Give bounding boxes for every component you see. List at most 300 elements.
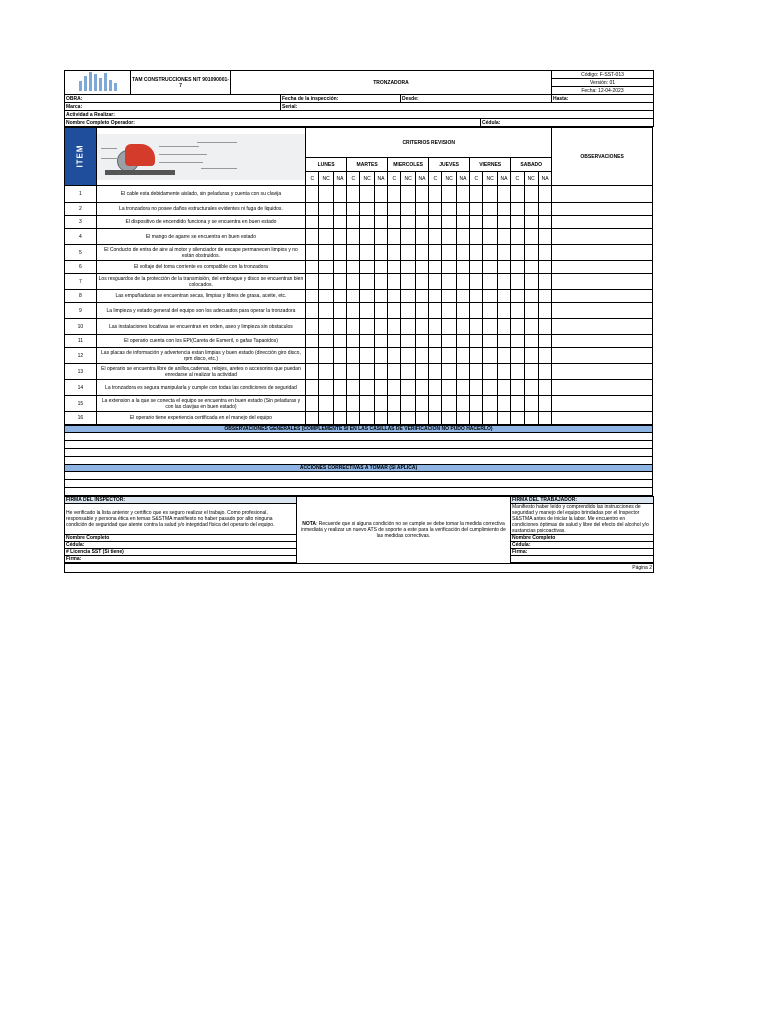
- check-cell-c[interactable]: [470, 274, 483, 290]
- check-cell-c[interactable]: [347, 290, 360, 303]
- check-cell-na[interactable]: [538, 319, 551, 335]
- check-cell-nc[interactable]: [401, 319, 415, 335]
- check-cell-c[interactable]: [429, 364, 442, 380]
- check-cell-na[interactable]: [456, 364, 469, 380]
- check-cell-nc[interactable]: [319, 229, 333, 245]
- check-cell-na[interactable]: [538, 380, 551, 396]
- serial-field[interactable]: Serial:: [281, 103, 654, 111]
- check-cell-na[interactable]: [374, 303, 387, 319]
- check-cell-na[interactable]: [374, 245, 387, 261]
- check-cell-na[interactable]: [333, 203, 346, 216]
- check-cell-na[interactable]: [497, 319, 510, 335]
- check-cell-nc[interactable]: [483, 290, 497, 303]
- check-cell-c[interactable]: [306, 290, 319, 303]
- check-cell-na[interactable]: [538, 274, 551, 290]
- check-cell-na[interactable]: [415, 348, 428, 364]
- check-cell-na[interactable]: [415, 245, 428, 261]
- check-cell-c[interactable]: [347, 186, 360, 203]
- check-cell-na[interactable]: [415, 396, 428, 412]
- corrective-actions-line[interactable]: [65, 488, 653, 496]
- check-cell-na[interactable]: [497, 186, 510, 203]
- check-cell-c[interactable]: [388, 396, 401, 412]
- check-cell-na[interactable]: [456, 216, 469, 229]
- check-cell-c[interactable]: [429, 203, 442, 216]
- item-observation-cell[interactable]: [552, 319, 653, 335]
- item-observation-cell[interactable]: [552, 203, 653, 216]
- check-cell-na[interactable]: [497, 412, 510, 425]
- check-cell-na[interactable]: [374, 396, 387, 412]
- general-observations-line[interactable]: [65, 449, 653, 457]
- check-cell-nc[interactable]: [319, 245, 333, 261]
- check-cell-na[interactable]: [333, 396, 346, 412]
- activity-field[interactable]: Actividad a Realizar:: [65, 111, 654, 119]
- check-cell-nc[interactable]: [483, 348, 497, 364]
- from-date-field[interactable]: Desde:: [401, 95, 552, 103]
- item-observation-cell[interactable]: [552, 380, 653, 396]
- check-cell-nc[interactable]: [401, 335, 415, 348]
- inspector-name-field[interactable]: Nombre Completo: [65, 535, 297, 542]
- check-cell-c[interactable]: [388, 364, 401, 380]
- check-cell-nc[interactable]: [483, 245, 497, 261]
- check-cell-na[interactable]: [333, 319, 346, 335]
- check-cell-na[interactable]: [333, 245, 346, 261]
- check-cell-c[interactable]: [306, 261, 319, 274]
- check-cell-na[interactable]: [374, 186, 387, 203]
- check-cell-na[interactable]: [538, 290, 551, 303]
- check-cell-nc[interactable]: [401, 290, 415, 303]
- check-cell-c[interactable]: [347, 335, 360, 348]
- check-cell-na[interactable]: [497, 348, 510, 364]
- check-cell-na[interactable]: [497, 364, 510, 380]
- inspector-license-field[interactable]: # Licencia SST (Si tiene): [65, 549, 297, 556]
- check-cell-nc[interactable]: [360, 303, 374, 319]
- check-cell-nc[interactable]: [524, 380, 538, 396]
- check-cell-c[interactable]: [347, 348, 360, 364]
- check-cell-c[interactable]: [470, 203, 483, 216]
- check-cell-nc[interactable]: [319, 216, 333, 229]
- check-cell-na[interactable]: [538, 229, 551, 245]
- check-cell-nc[interactable]: [442, 216, 456, 229]
- item-observation-cell[interactable]: [552, 186, 653, 203]
- item-observation-cell[interactable]: [552, 274, 653, 290]
- check-cell-na[interactable]: [415, 229, 428, 245]
- check-cell-nc[interactable]: [319, 290, 333, 303]
- check-cell-nc[interactable]: [483, 335, 497, 348]
- check-cell-nc[interactable]: [524, 229, 538, 245]
- check-cell-na[interactable]: [456, 335, 469, 348]
- check-cell-nc[interactable]: [319, 380, 333, 396]
- check-cell-na[interactable]: [456, 229, 469, 245]
- check-cell-c[interactable]: [429, 303, 442, 319]
- check-cell-na[interactable]: [333, 229, 346, 245]
- check-cell-c[interactable]: [429, 412, 442, 425]
- check-cell-nc[interactable]: [483, 364, 497, 380]
- check-cell-nc[interactable]: [483, 319, 497, 335]
- check-cell-na[interactable]: [374, 335, 387, 348]
- item-observation-cell[interactable]: [552, 229, 653, 245]
- worker-name-field[interactable]: Nombre Completo: [511, 535, 654, 542]
- check-cell-c[interactable]: [429, 245, 442, 261]
- check-cell-nc[interactable]: [524, 303, 538, 319]
- operator-id-field[interactable]: Cédula:: [481, 119, 654, 127]
- check-cell-nc[interactable]: [524, 245, 538, 261]
- check-cell-c[interactable]: [511, 303, 524, 319]
- check-cell-na[interactable]: [456, 303, 469, 319]
- check-cell-c[interactable]: [429, 396, 442, 412]
- check-cell-nc[interactable]: [524, 396, 538, 412]
- check-cell-c[interactable]: [470, 229, 483, 245]
- check-cell-nc[interactable]: [319, 348, 333, 364]
- check-cell-c[interactable]: [306, 203, 319, 216]
- check-cell-na[interactable]: [374, 261, 387, 274]
- check-cell-na[interactable]: [333, 186, 346, 203]
- check-cell-na[interactable]: [497, 274, 510, 290]
- check-cell-na[interactable]: [415, 380, 428, 396]
- check-cell-na[interactable]: [538, 364, 551, 380]
- check-cell-na[interactable]: [415, 290, 428, 303]
- check-cell-nc[interactable]: [442, 261, 456, 274]
- check-cell-c[interactable]: [470, 364, 483, 380]
- item-observation-cell[interactable]: [552, 364, 653, 380]
- check-cell-na[interactable]: [374, 203, 387, 216]
- general-observations-line[interactable]: [65, 441, 653, 449]
- check-cell-c[interactable]: [429, 229, 442, 245]
- check-cell-na[interactable]: [415, 261, 428, 274]
- corrective-actions-line[interactable]: [65, 480, 653, 488]
- check-cell-na[interactable]: [333, 380, 346, 396]
- check-cell-c[interactable]: [388, 216, 401, 229]
- check-cell-nc[interactable]: [524, 335, 538, 348]
- check-cell-na[interactable]: [333, 335, 346, 348]
- check-cell-na[interactable]: [333, 364, 346, 380]
- check-cell-c[interactable]: [347, 364, 360, 380]
- check-cell-na[interactable]: [538, 348, 551, 364]
- check-cell-nc[interactable]: [401, 380, 415, 396]
- check-cell-na[interactable]: [333, 290, 346, 303]
- check-cell-na[interactable]: [415, 364, 428, 380]
- check-cell-c[interactable]: [388, 229, 401, 245]
- check-cell-na[interactable]: [374, 364, 387, 380]
- check-cell-na[interactable]: [456, 186, 469, 203]
- inspector-id-field[interactable]: Cédula:: [65, 542, 297, 549]
- check-cell-nc[interactable]: [360, 335, 374, 348]
- check-cell-c[interactable]: [470, 348, 483, 364]
- check-cell-c[interactable]: [511, 364, 524, 380]
- check-cell-c[interactable]: [306, 396, 319, 412]
- inspection-date-field[interactable]: Fecha de la inspección:: [281, 95, 401, 103]
- check-cell-c[interactable]: [347, 216, 360, 229]
- check-cell-na[interactable]: [333, 274, 346, 290]
- operator-name-field[interactable]: Nombre Completo Operador:: [65, 119, 481, 127]
- check-cell-na[interactable]: [456, 319, 469, 335]
- check-cell-nc[interactable]: [319, 396, 333, 412]
- check-cell-nc[interactable]: [401, 186, 415, 203]
- check-cell-nc[interactable]: [483, 412, 497, 425]
- check-cell-nc[interactable]: [319, 364, 333, 380]
- general-observations-line[interactable]: [65, 433, 653, 441]
- check-cell-c[interactable]: [429, 261, 442, 274]
- check-cell-c[interactable]: [511, 335, 524, 348]
- check-cell-nc[interactable]: [442, 245, 456, 261]
- inspector-signature-field[interactable]: Firma:: [65, 556, 297, 563]
- check-cell-nc[interactable]: [442, 396, 456, 412]
- check-cell-c[interactable]: [470, 319, 483, 335]
- check-cell-nc[interactable]: [442, 412, 456, 425]
- check-cell-c[interactable]: [388, 335, 401, 348]
- check-cell-nc[interactable]: [401, 274, 415, 290]
- check-cell-c[interactable]: [306, 245, 319, 261]
- to-date-field[interactable]: Hasta:: [552, 95, 654, 103]
- check-cell-c[interactable]: [388, 290, 401, 303]
- check-cell-na[interactable]: [538, 216, 551, 229]
- item-observation-cell[interactable]: [552, 348, 653, 364]
- check-cell-nc[interactable]: [524, 203, 538, 216]
- check-cell-na[interactable]: [374, 412, 387, 425]
- check-cell-na[interactable]: [456, 412, 469, 425]
- check-cell-nc[interactable]: [401, 203, 415, 216]
- check-cell-c[interactable]: [306, 229, 319, 245]
- check-cell-c[interactable]: [470, 412, 483, 425]
- check-cell-c[interactable]: [470, 335, 483, 348]
- check-cell-nc[interactable]: [483, 380, 497, 396]
- check-cell-nc[interactable]: [483, 216, 497, 229]
- check-cell-na[interactable]: [456, 203, 469, 216]
- check-cell-na[interactable]: [497, 303, 510, 319]
- check-cell-c[interactable]: [470, 261, 483, 274]
- check-cell-nc[interactable]: [360, 380, 374, 396]
- check-cell-nc[interactable]: [442, 319, 456, 335]
- check-cell-c[interactable]: [429, 290, 442, 303]
- check-cell-nc[interactable]: [360, 412, 374, 425]
- check-cell-nc[interactable]: [442, 186, 456, 203]
- check-cell-nc[interactable]: [360, 261, 374, 274]
- check-cell-c[interactable]: [429, 335, 442, 348]
- check-cell-c[interactable]: [388, 274, 401, 290]
- check-cell-c[interactable]: [511, 216, 524, 229]
- check-cell-nc[interactable]: [401, 245, 415, 261]
- general-observations-line[interactable]: [65, 457, 653, 465]
- check-cell-na[interactable]: [538, 303, 551, 319]
- check-cell-c[interactable]: [470, 216, 483, 229]
- check-cell-na[interactable]: [497, 245, 510, 261]
- check-cell-na[interactable]: [456, 348, 469, 364]
- item-observation-cell[interactable]: [552, 303, 653, 319]
- check-cell-na[interactable]: [538, 186, 551, 203]
- check-cell-c[interactable]: [347, 303, 360, 319]
- brand-field[interactable]: Marca:: [65, 103, 281, 111]
- check-cell-c[interactable]: [511, 412, 524, 425]
- check-cell-na[interactable]: [497, 290, 510, 303]
- check-cell-nc[interactable]: [360, 186, 374, 203]
- check-cell-nc[interactable]: [360, 245, 374, 261]
- check-cell-na[interactable]: [333, 412, 346, 425]
- check-cell-c[interactable]: [347, 245, 360, 261]
- check-cell-c[interactable]: [429, 216, 442, 229]
- check-cell-na[interactable]: [538, 203, 551, 216]
- item-observation-cell[interactable]: [552, 216, 653, 229]
- check-cell-nc[interactable]: [442, 380, 456, 396]
- check-cell-nc[interactable]: [401, 348, 415, 364]
- check-cell-na[interactable]: [456, 274, 469, 290]
- check-cell-na[interactable]: [374, 319, 387, 335]
- check-cell-c[interactable]: [429, 348, 442, 364]
- check-cell-nc[interactable]: [442, 290, 456, 303]
- check-cell-c[interactable]: [470, 290, 483, 303]
- check-cell-nc[interactable]: [360, 203, 374, 216]
- check-cell-c[interactable]: [511, 245, 524, 261]
- check-cell-c[interactable]: [511, 186, 524, 203]
- check-cell-na[interactable]: [456, 290, 469, 303]
- check-cell-nc[interactable]: [319, 203, 333, 216]
- check-cell-nc[interactable]: [319, 412, 333, 425]
- check-cell-c[interactable]: [429, 380, 442, 396]
- check-cell-nc[interactable]: [401, 303, 415, 319]
- check-cell-nc[interactable]: [401, 261, 415, 274]
- check-cell-na[interactable]: [456, 245, 469, 261]
- check-cell-nc[interactable]: [319, 303, 333, 319]
- check-cell-c[interactable]: [306, 216, 319, 229]
- check-cell-c[interactable]: [347, 274, 360, 290]
- worker-signature-field[interactable]: Firma:: [511, 549, 654, 556]
- check-cell-nc[interactable]: [524, 186, 538, 203]
- check-cell-nc[interactable]: [360, 348, 374, 364]
- check-cell-na[interactable]: [456, 261, 469, 274]
- check-cell-nc[interactable]: [483, 203, 497, 216]
- check-cell-c[interactable]: [306, 303, 319, 319]
- check-cell-nc[interactable]: [401, 216, 415, 229]
- check-cell-nc[interactable]: [524, 364, 538, 380]
- check-cell-nc[interactable]: [442, 303, 456, 319]
- item-observation-cell[interactable]: [552, 396, 653, 412]
- check-cell-na[interactable]: [497, 203, 510, 216]
- check-cell-nc[interactable]: [524, 216, 538, 229]
- check-cell-c[interactable]: [470, 186, 483, 203]
- check-cell-nc[interactable]: [524, 261, 538, 274]
- check-cell-na[interactable]: [497, 216, 510, 229]
- check-cell-nc[interactable]: [360, 319, 374, 335]
- check-cell-c[interactable]: [306, 364, 319, 380]
- check-cell-c[interactable]: [388, 186, 401, 203]
- check-cell-na[interactable]: [538, 396, 551, 412]
- check-cell-c[interactable]: [306, 348, 319, 364]
- check-cell-na[interactable]: [333, 216, 346, 229]
- check-cell-nc[interactable]: [401, 396, 415, 412]
- check-cell-nc[interactable]: [524, 290, 538, 303]
- check-cell-c[interactable]: [347, 229, 360, 245]
- check-cell-na[interactable]: [374, 380, 387, 396]
- check-cell-nc[interactable]: [442, 364, 456, 380]
- check-cell-nc[interactable]: [442, 203, 456, 216]
- check-cell-nc[interactable]: [319, 319, 333, 335]
- item-observation-cell[interactable]: [552, 261, 653, 274]
- check-cell-nc[interactable]: [483, 274, 497, 290]
- check-cell-na[interactable]: [538, 245, 551, 261]
- check-cell-na[interactable]: [415, 335, 428, 348]
- worker-id-field[interactable]: Cédula:: [511, 542, 654, 549]
- check-cell-c[interactable]: [347, 261, 360, 274]
- check-cell-nc[interactable]: [483, 396, 497, 412]
- check-cell-nc[interactable]: [442, 229, 456, 245]
- check-cell-nc[interactable]: [483, 229, 497, 245]
- check-cell-c[interactable]: [470, 380, 483, 396]
- check-cell-nc[interactable]: [442, 274, 456, 290]
- check-cell-nc[interactable]: [442, 348, 456, 364]
- check-cell-nc[interactable]: [319, 335, 333, 348]
- check-cell-na[interactable]: [456, 380, 469, 396]
- check-cell-na[interactable]: [415, 216, 428, 229]
- check-cell-c[interactable]: [429, 274, 442, 290]
- check-cell-nc[interactable]: [401, 412, 415, 425]
- check-cell-na[interactable]: [415, 274, 428, 290]
- check-cell-nc[interactable]: [442, 335, 456, 348]
- check-cell-na[interactable]: [415, 319, 428, 335]
- check-cell-na[interactable]: [497, 229, 510, 245]
- check-cell-na[interactable]: [333, 261, 346, 274]
- check-cell-c[interactable]: [388, 245, 401, 261]
- check-cell-na[interactable]: [497, 261, 510, 274]
- check-cell-c[interactable]: [388, 380, 401, 396]
- check-cell-c[interactable]: [429, 319, 442, 335]
- check-cell-na[interactable]: [415, 303, 428, 319]
- check-cell-c[interactable]: [511, 229, 524, 245]
- check-cell-c[interactable]: [347, 380, 360, 396]
- check-cell-nc[interactable]: [360, 396, 374, 412]
- check-cell-na[interactable]: [415, 203, 428, 216]
- check-cell-na[interactable]: [538, 412, 551, 425]
- check-cell-nc[interactable]: [401, 229, 415, 245]
- check-cell-c[interactable]: [511, 348, 524, 364]
- check-cell-c[interactable]: [388, 412, 401, 425]
- check-cell-c[interactable]: [511, 396, 524, 412]
- check-cell-nc[interactable]: [524, 412, 538, 425]
- corrective-actions-line[interactable]: [65, 472, 653, 480]
- check-cell-c[interactable]: [388, 348, 401, 364]
- check-cell-c[interactable]: [470, 396, 483, 412]
- check-cell-na[interactable]: [538, 261, 551, 274]
- check-cell-na[interactable]: [374, 229, 387, 245]
- check-cell-c[interactable]: [511, 380, 524, 396]
- obra-field[interactable]: OBRA:: [65, 95, 281, 103]
- check-cell-na[interactable]: [374, 348, 387, 364]
- check-cell-na[interactable]: [497, 335, 510, 348]
- check-cell-nc[interactable]: [401, 364, 415, 380]
- check-cell-na[interactable]: [374, 274, 387, 290]
- check-cell-c[interactable]: [347, 319, 360, 335]
- check-cell-c[interactable]: [306, 335, 319, 348]
- check-cell-nc[interactable]: [483, 261, 497, 274]
- check-cell-c[interactable]: [388, 203, 401, 216]
- check-cell-c[interactable]: [388, 319, 401, 335]
- check-cell-c[interactable]: [511, 274, 524, 290]
- check-cell-na[interactable]: [374, 216, 387, 229]
- check-cell-c[interactable]: [511, 261, 524, 274]
- check-cell-nc[interactable]: [483, 186, 497, 203]
- check-cell-c[interactable]: [306, 186, 319, 203]
- check-cell-nc[interactable]: [360, 290, 374, 303]
- check-cell-c[interactable]: [470, 303, 483, 319]
- check-cell-c[interactable]: [306, 319, 319, 335]
- check-cell-c[interactable]: [347, 203, 360, 216]
- check-cell-nc[interactable]: [319, 274, 333, 290]
- check-cell-c[interactable]: [470, 245, 483, 261]
- check-cell-nc[interactable]: [319, 261, 333, 274]
- item-observation-cell[interactable]: [552, 412, 653, 425]
- check-cell-nc[interactable]: [360, 229, 374, 245]
- check-cell-c[interactable]: [347, 396, 360, 412]
- check-cell-c[interactable]: [388, 261, 401, 274]
- check-cell-na[interactable]: [374, 290, 387, 303]
- check-cell-na[interactable]: [415, 412, 428, 425]
